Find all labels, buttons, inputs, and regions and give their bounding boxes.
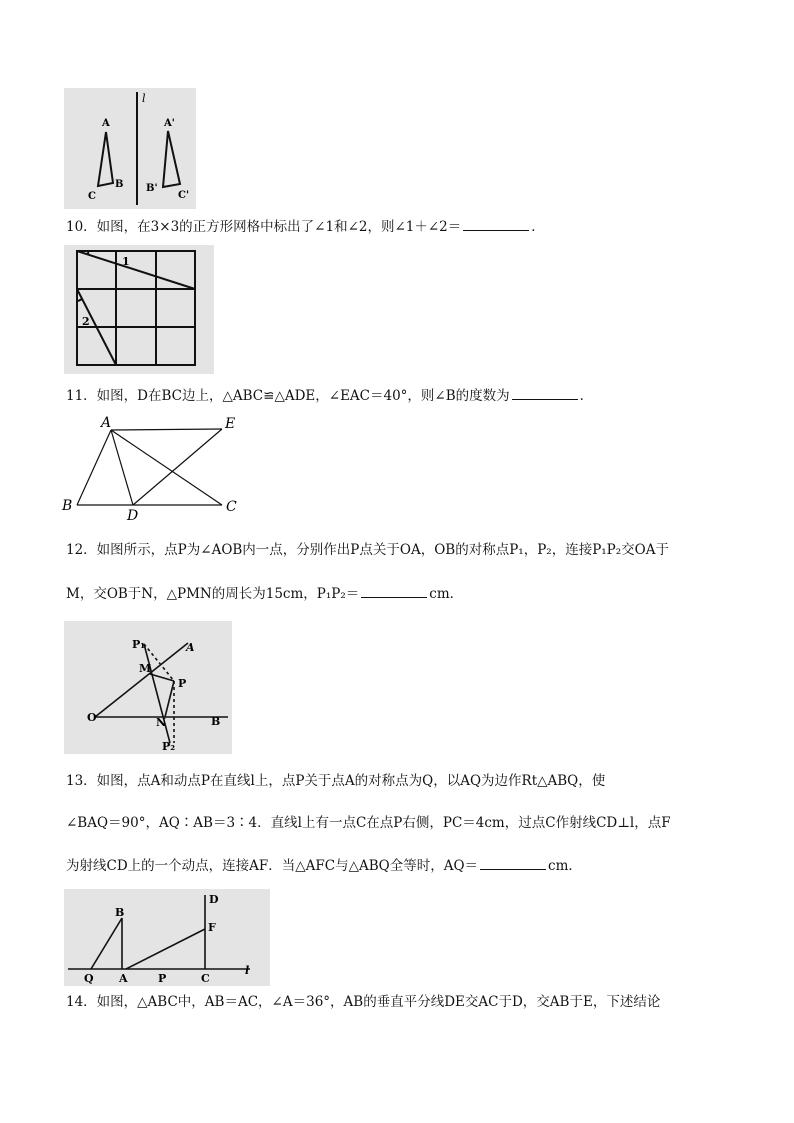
question-11 (66, 386, 593, 405)
question-10-tail: ． (531, 219, 545, 235)
question-10 (66, 217, 545, 236)
angle-1-label: 1 (122, 255, 130, 268)
point-C: C (226, 499, 237, 515)
question-10-text: 10．如图，在3×3的正方形网格中标出了∠1和∠2，则∠1＋∠2＝ (66, 219, 462, 235)
point-A-13: A (119, 972, 128, 985)
point-D: D (127, 508, 139, 524)
point-P-13: P (158, 972, 167, 985)
label-B: B (115, 179, 124, 190)
question-13 (66, 772, 605, 790)
figure-grid (64, 245, 214, 374)
figure-reflection (64, 88, 196, 209)
figure-congruent-triangles (60, 414, 250, 524)
label-A-prime: A' (164, 118, 175, 129)
question-13-line3: 为射线CD上的一个动点，连接AF．当△AFC与△ABQ全等时，AQ＝ (66, 858, 479, 874)
point-A-12: A (186, 641, 195, 654)
question-14-text: 14．如图，△ABC中，AB＝AC，∠A＝36°，AB的垂直平分线DE交AC于D，交AB于E，下述结论 (66, 994, 661, 1010)
question-12-line1: 12．如图所示，点P为∠AOB内一点，分别作出P点关于OA，OB的对称点P₁，P₂，连接P₁P₂交OA于 (66, 542, 669, 558)
question-13-cont1 (66, 814, 671, 832)
point-Q-13: Q (84, 972, 94, 985)
grid-diagram (64, 245, 214, 374)
question-12-tail: cm． (429, 586, 464, 602)
point-B-12: B (211, 715, 221, 728)
question-12-cont (66, 584, 463, 603)
question-13-line1: 13．如图，点A和动点P在直线l上，点P关于点A的对称点为Q，以AQ为边作Rt△ABQ，使 (66, 773, 606, 789)
angle-2-label: 2 (82, 315, 90, 328)
moving-point-diagram (64, 889, 270, 986)
point-E: E (225, 416, 236, 432)
question-12 (66, 541, 669, 559)
question-13-cont2 (66, 856, 582, 875)
point-B: B (62, 498, 73, 514)
point-P1: P₁ (132, 638, 146, 651)
reflection-diagram (64, 88, 196, 209)
point-O: O (87, 711, 97, 724)
question-13-tail: cm． (548, 858, 582, 874)
label-C: C (88, 191, 96, 202)
label-l: l (142, 92, 146, 105)
point-B-13: B (115, 906, 125, 919)
answer-blank-13[interactable] (480, 856, 546, 870)
point-N: N (156, 716, 167, 729)
point-P2: P₂ (162, 740, 176, 753)
question-11-text: 11．如图，D在BC边上，△ABC≌△ADE，∠EAC＝40°，则∠B的度数为 (66, 388, 510, 404)
question-12-line2: M，交OB于N，△PMN的周长为15cm，P₁P₂＝ (66, 586, 360, 602)
figure-angle-reflection (64, 621, 232, 754)
question-11-tail: ． (579, 388, 594, 404)
point-A: A (101, 415, 112, 431)
answer-blank-10[interactable] (463, 217, 529, 231)
point-D-13: D (209, 893, 219, 906)
question-13-line2: ∠BAQ＝90°，AQ∶AB＝3∶4．直线l上有一点C在点P右侧，PC＝4cm，过点C作射线CD⊥l，点F (66, 815, 671, 831)
figure-moving-point (64, 889, 270, 986)
label-A: A (102, 118, 110, 129)
line-l-13: l (245, 964, 250, 977)
question-14 (66, 993, 660, 1011)
point-F-13: F (208, 921, 216, 934)
answer-blank-11[interactable] (512, 386, 578, 400)
label-B-prime: B' (146, 183, 158, 194)
point-C-13: C (201, 972, 210, 985)
answer-blank-12[interactable] (361, 584, 427, 598)
point-P: P (178, 677, 187, 690)
triangles-diagram (60, 414, 250, 524)
label-C-prime: C' (178, 190, 190, 201)
point-M: M (139, 662, 152, 675)
angle-reflection-diagram (64, 621, 232, 754)
